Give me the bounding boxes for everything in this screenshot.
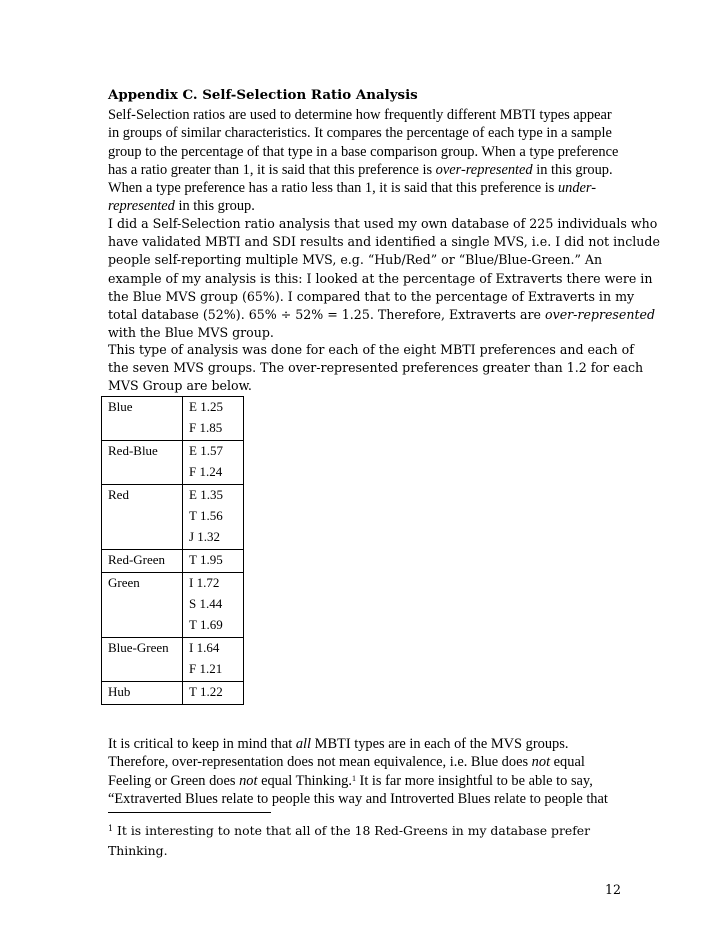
preference-ratio: T 1.95	[189, 552, 223, 567]
ratio-table-body	[102, 397, 244, 705]
ratio-table	[101, 396, 244, 705]
emphasis: over-represented	[545, 307, 656, 323]
paragraph-method	[108, 215, 660, 342]
mvs-group-cell: Blue-Green	[102, 638, 183, 682]
mvs-group-cell: Hub	[102, 682, 183, 705]
footnote-reference[interactable]: 1	[351, 773, 356, 783]
text-line: total database (52%). 65% ÷ 52% = 1.25. Therefore, Extraverts are over-represented	[108, 307, 656, 323]
text-line: I did a Self-Selection ratio analysis that used my own database of 225 individuals who	[108, 216, 658, 231]
text-line: This type of analysis was done for each of the eight MBTI preferences and each of	[108, 342, 634, 357]
text-line: have validated MBTI and SDI results and identified a single MVS, i.e. I did not include	[108, 234, 660, 250]
preference-ratio: E 1.25	[189, 399, 223, 414]
paragraph-caution	[108, 735, 628, 808]
preference-ratio: F 1.24	[189, 464, 223, 479]
mvs-group-cell: Red	[102, 485, 183, 550]
preference-ratio: T 1.22	[189, 684, 223, 699]
page-number: 12	[605, 882, 622, 897]
table-row	[102, 485, 244, 550]
text-line: people self-reporting multiple MVS, e.g. “Hub/Red” or “Blue/Blue-Green.” An	[108, 252, 603, 268]
table-row	[102, 638, 244, 682]
footnote	[108, 821, 628, 861]
preference-ratio: E 1.35	[189, 487, 223, 502]
text-line: the seven MVS groups. The over-represented preferences greater than 1.2 for each	[108, 360, 644, 376]
emphasis: not	[239, 772, 258, 789]
paragraph-summary	[108, 341, 644, 396]
footnote-line: $^1$ It is interesting to note that all of the 18 Red-Greens in my database prefer	[108, 823, 591, 838]
text-line: has a ratio greater than 1, it is said that this preference is over-represented in this group.	[108, 161, 613, 178]
table-row	[102, 397, 244, 441]
text-line: Self-Selection ratios are used to determine how frequently different MBTI types appear	[108, 107, 612, 123]
emphasis: all	[295, 736, 312, 752]
mvs-group-cell: Green	[102, 573, 183, 638]
emphasis: represented	[108, 198, 175, 215]
preference-ratio: I 1.64	[189, 640, 220, 655]
preference-ratios-cell	[183, 485, 244, 550]
text-line: in groups of similar characteristics. It compares the percentage of each type in a sample	[108, 125, 612, 142]
preference-ratio: I 1.72	[189, 575, 220, 590]
preference-ratios-cell	[183, 682, 244, 705]
preference-ratios-cell	[183, 441, 244, 485]
table-row	[102, 682, 244, 705]
preference-ratios-cell	[183, 573, 244, 638]
table-row	[102, 441, 244, 485]
preference-ratio: S 1.44	[189, 596, 223, 611]
text-line: example of my analysis is this: I looked at the percentage of Extraverts there were in	[108, 270, 653, 286]
text-line: with the Blue MVS group.	[108, 325, 274, 341]
preference-ratio: T 1.56	[189, 508, 223, 523]
preference-ratios-cell	[183, 638, 244, 682]
preference-ratio: F 1.85	[189, 420, 223, 435]
preference-ratios-cell	[183, 550, 244, 573]
preference-ratio: F 1.21	[189, 661, 223, 676]
text-line: When a type preference has a ratio less than 1, it is said that this preference is under-	[108, 180, 597, 197]
text-line: the Blue MVS group (65%). I compared that to the percentage of Extraverts in my	[108, 288, 635, 304]
text-line: MVS Group are below.	[108, 378, 252, 394]
preference-ratio: T 1.69	[189, 617, 223, 632]
mvs-group-cell: Red-Blue	[102, 441, 183, 485]
footnote-divider	[108, 812, 271, 813]
text-line: “Extraverted Blues relate to people this way and Introverted Blues relate to people that	[108, 790, 608, 807]
emphasis: under-	[557, 180, 597, 197]
table-row	[102, 550, 244, 573]
text-line: Feeling or Green does not equal Thinking.$^1$ It is far more insightful to be able to say,	[108, 772, 593, 789]
emphasis: not	[531, 754, 551, 771]
text-line: represented in this group.	[108, 198, 255, 215]
mvs-group-cell: Blue	[102, 397, 183, 441]
footnote-marker: 1	[108, 824, 114, 833]
preference-ratios-cell	[183, 397, 244, 441]
emphasis: over-represented	[435, 161, 533, 178]
text-line: Therefore, over-representation does not mean equivalence, i.e. Blue does not equal	[108, 754, 585, 771]
text-line: group to the percentage of that type in a base comparison group. When a type preference	[108, 143, 619, 160]
paragraph-definition	[108, 106, 628, 216]
text-line: It is critical to keep in mind that all MBTI types are in each of the MVS groups.	[108, 736, 569, 752]
mvs-group-cell: Red-Green	[102, 550, 183, 573]
table-row	[102, 573, 244, 638]
preference-ratio: J 1.32	[189, 529, 221, 544]
section-heading: Appendix C. Self-Selection Ratio Analysis	[108, 87, 418, 103]
preference-ratio: E 1.57	[189, 443, 223, 458]
footnote-line: Thinking.	[108, 843, 168, 858]
